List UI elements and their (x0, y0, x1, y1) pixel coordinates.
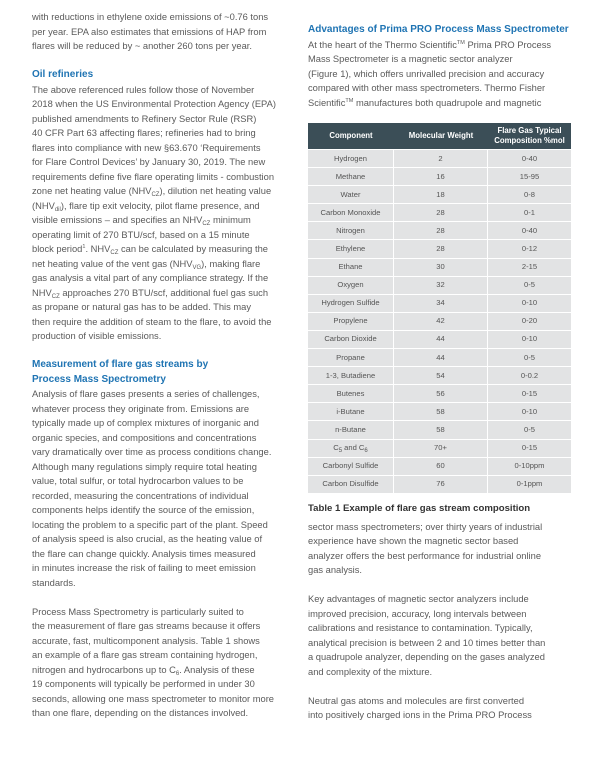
cell-component: i-Butane (308, 403, 394, 420)
body-line: of analysis speed is also crucial, as the heating value of (32, 534, 263, 544)
table-row (308, 150, 571, 167)
cell-component: Nitrogen (308, 222, 394, 239)
cell-composition: 0-5 (488, 277, 571, 294)
cell-molecular-weight: 28 (394, 204, 488, 221)
body-line: The above referenced rules follow those of November (32, 84, 255, 95)
body-line: (Figure 1), which offers unrivalled precision and accuracy (308, 68, 545, 79)
body-line: Although many regulations simply require total heating (32, 461, 257, 472)
body-line: At the heart of the Thermo Scientific™ Prima PRO Process (308, 39, 552, 50)
cell-molecular-weight: 76 (394, 476, 488, 493)
table-row (308, 259, 571, 276)
body-line: locating the problem to a specific part of the plant. Speed (32, 519, 268, 530)
body-line: net heating value of the vent gas $(NHV_{VG})$, making flare (32, 258, 261, 271)
left-column (32, 10, 294, 721)
cell-molecular-weight: 28 (394, 222, 488, 239)
body-line: recorded, measuring the concentrations of individual (32, 490, 249, 501)
cell-composition: 0-40 (488, 150, 571, 167)
body-line: Analysis of flare gases presents a series of challenges, (32, 389, 260, 399)
cell-component: Propylene (308, 313, 394, 330)
body-line: value, total sulfur, or total hydrocarbon values to be (32, 476, 244, 486)
body-line: into positively charged ions in the Prima PRO Process (308, 710, 532, 721)
cell-molecular-weight: 56 (394, 385, 488, 402)
cell-component: Oxygen (308, 277, 394, 294)
cell-composition: 0-0.2 (488, 367, 571, 384)
body-line: standards. (32, 577, 76, 588)
cell-component: Hydrogen (308, 150, 394, 167)
body-line: visible emissions – and specifies an $NHV_{CZ}$ minimum (32, 215, 251, 227)
body-line: gas analysis a vital part of any compliance strategy. If the (32, 273, 269, 283)
cell-composition: 15-95 (488, 168, 571, 185)
body-line: gas analysis. (308, 565, 363, 576)
col-header-component: Component (308, 123, 394, 149)
cell-molecular-weight: 2 (394, 150, 488, 167)
right-column (308, 23, 570, 723)
body-line: Key advantages of magnetic sector analyzers include (308, 594, 529, 605)
cell-composition: 0-5 (488, 349, 571, 366)
table-header-row (308, 123, 571, 149)
cell-component: Hydrogen Sulfide (308, 295, 394, 312)
body-line: whatever process they originate from. Emissions are (32, 403, 250, 414)
col-header-molecular-weight: Molecular Weight (394, 123, 488, 149)
table-row (308, 421, 571, 438)
body-line: an example of a flare gas stream containing hydrogen, (32, 650, 258, 660)
cell-composition: 0-1 (488, 204, 571, 221)
body-line: and complexity of the mixture. (308, 666, 433, 677)
cell-composition: 0-15 (488, 385, 571, 402)
table-row (308, 277, 571, 294)
cell-composition: 0-10 (488, 403, 571, 420)
cell-molecular-weight: 58 (394, 421, 488, 438)
cell-component: Carbon Disulfide (308, 476, 394, 493)
body-line: vary dramatically over time as process conditions change. (32, 447, 272, 457)
cell-composition: 0-20 (488, 313, 571, 330)
body-line: than one flare, depending on the distances involved. (32, 708, 249, 718)
body-line: zone net heating value $(NHV_{CZ})$, dilution net heating value (32, 186, 272, 198)
table-row (308, 204, 571, 221)
body-line: 19 components will typically be performed in under 30 (32, 679, 255, 689)
body-line: organic species, and compositions and concentrations (32, 432, 257, 443)
table-row (308, 476, 571, 493)
body-line: calibrations and resistance to contamination. Typically, (308, 623, 533, 634)
body-line: Process Mass Spectrometry is particularly suited to (32, 606, 244, 617)
cell-composition: 0-5 (488, 421, 571, 438)
intro-line: per year. EPA also estimates that emissions of HAP from (32, 26, 267, 37)
body-line: for Flare Control Devices’ by January 30, 2019. The new (32, 157, 266, 167)
cell-component: Carbon Monoxide (308, 204, 394, 221)
cell-component: $C_5$ and $C_6$ (308, 440, 394, 457)
body-line: $(NHV_{dil})$, flare tip exit velocity, pilot flame presence, and (32, 200, 260, 213)
cell-molecular-weight: 16 (394, 168, 488, 185)
body-line: components helps identify the source of the emission, (32, 505, 255, 515)
table-row (308, 440, 571, 457)
cell-molecular-weight: 44 (394, 349, 488, 366)
advantages-heading: Advantages of Prima PRO Process Mass Spectrometer (308, 24, 569, 35)
table-row (308, 222, 571, 239)
intro-line: flares will be reduced by ~ another 260 tons per year. (32, 41, 252, 51)
cell-molecular-weight: 54 (394, 367, 488, 384)
cell-molecular-weight: 42 (394, 313, 488, 330)
body-line: published amendments to Refinery Sector Rule (RSR) (32, 113, 257, 124)
table-row (308, 367, 571, 384)
cell-molecular-weight: 28 (394, 240, 488, 257)
body-line: experience have shown the magnetic sector based (308, 536, 519, 547)
oil-refineries-heading: Oil refineries (32, 69, 94, 80)
cell-molecular-weight: 32 (394, 277, 488, 294)
body-line: in minutes increase the risk of failing to meet emission (32, 563, 256, 573)
cell-component: Water (308, 186, 394, 203)
body-line: a quadrupole analyzer, depending on the gases analyzed (308, 652, 545, 663)
body-line: requirements define five flare operating limits - combustion (32, 171, 275, 182)
body-line: compared with other mass spectrometers. Thermo Fisher (308, 83, 546, 93)
body-line: accurate, fast, multicomponent analysis. Table 1 shows (32, 635, 260, 646)
cell-composition: 0-10ppm (488, 458, 571, 475)
body-line: $NHV_{CZ}$ approaches 270 BTU/scf, additional fuel gas such (32, 287, 269, 300)
table-row (308, 168, 571, 185)
body-line: flares into compliance with new §63.670 ‘Requirements (32, 142, 261, 153)
cell-molecular-weight: 70+ (394, 440, 488, 457)
cell-composition: 0-1ppm (488, 476, 571, 493)
measurement-heading: Measurement of flare gas streams by (32, 359, 209, 370)
body-line: typically made up of complex mixtures of inorganic and (32, 418, 259, 428)
cell-component: n-Butane (308, 421, 394, 438)
table-row (308, 385, 571, 402)
col-header-composition: Flare Gas Typical Composition %mol (488, 123, 571, 149)
cell-composition: 0-10 (488, 295, 571, 312)
body-line: block period$^1$. $NHV_{CZ}$ can be calculated by measuring the (32, 244, 268, 256)
body-line: Mass Spectrometer is a magnetic sector analyzer (308, 54, 513, 64)
cell-composition: 0-40 (488, 222, 571, 239)
body-line: analytical precision is between 2 and 10 times better than (308, 637, 546, 648)
body-line: 2018 when the US Environmental Protection Agency (EPA) (32, 99, 276, 109)
table-row (308, 240, 571, 257)
table-row (308, 313, 571, 330)
body-line: production of visible emissions. (32, 331, 162, 341)
cell-molecular-weight: 44 (394, 331, 488, 348)
table-row (308, 331, 571, 348)
table-row (308, 403, 571, 420)
cell-component: 1-3, Butadiene (308, 367, 394, 384)
cell-molecular-weight: 60 (394, 458, 488, 475)
body-line: Scientific™ manufactures both quadrupole and magnetic (308, 97, 542, 108)
table-row (308, 295, 571, 312)
cell-composition: 0-8 (488, 186, 571, 203)
cell-component: Methane (308, 168, 394, 185)
flare-gas-table (308, 122, 571, 494)
body-line: the flare can change quickly. Analysis times measured (32, 548, 256, 559)
body-line: improved precision, accuracy, long intervals between (308, 608, 527, 619)
table-row (308, 458, 571, 475)
cell-composition: 2-15 (488, 259, 571, 276)
body-line: as propane or natural gas has to be added. This may (32, 302, 252, 312)
cell-molecular-weight: 34 (394, 295, 488, 312)
cell-molecular-weight: 18 (394, 186, 488, 203)
cell-component: Ethane (308, 259, 394, 276)
cell-component: Propane (308, 349, 394, 366)
body-line: operating limit of 270 BTU/scf, based on a 15 minute (32, 229, 250, 240)
cell-component: Carbonyl Sulfide (308, 458, 394, 475)
body-line: seconds, allowing one mass spectrometer to monitor more (32, 693, 275, 704)
body-line: Neutral gas atoms and molecules are first converted (308, 695, 525, 706)
cell-molecular-weight: 58 (394, 403, 488, 420)
table-row (308, 349, 571, 366)
cell-composition: 0-12 (488, 240, 571, 257)
measurement-heading: Process Mass Spectrometry (32, 373, 166, 385)
body-line: analyzer offers the best performance for industrial online (308, 550, 542, 561)
cell-molecular-weight: 30 (394, 259, 488, 276)
cell-composition: 0-10 (488, 331, 571, 348)
cell-component: Butenes (308, 385, 394, 402)
cell-component: Ethylene (308, 240, 394, 257)
body-line: then require the addition of steam to the flare, to avoid the (32, 316, 272, 327)
cell-composition: 0-15 (488, 440, 571, 457)
table-caption: Table 1 Example of flare gas stream composition (308, 502, 531, 514)
table-row (308, 186, 571, 203)
body-line: 40 CFR Part 63 affecting flares; refineries had to bring (32, 128, 256, 138)
body-line: the measurement of flare gas streams because it offers (32, 621, 261, 631)
body-line: sector mass spectrometers; over thirty years of industrial (308, 521, 543, 532)
cell-component: Carbon Dioxide (308, 331, 394, 348)
intro-line: with reductions in ethylene oxide emissions of ~0.76 tons (32, 12, 269, 22)
body-line: nitrogen and hydrocarbons up to $C_6$. Analysis of these (32, 664, 255, 677)
